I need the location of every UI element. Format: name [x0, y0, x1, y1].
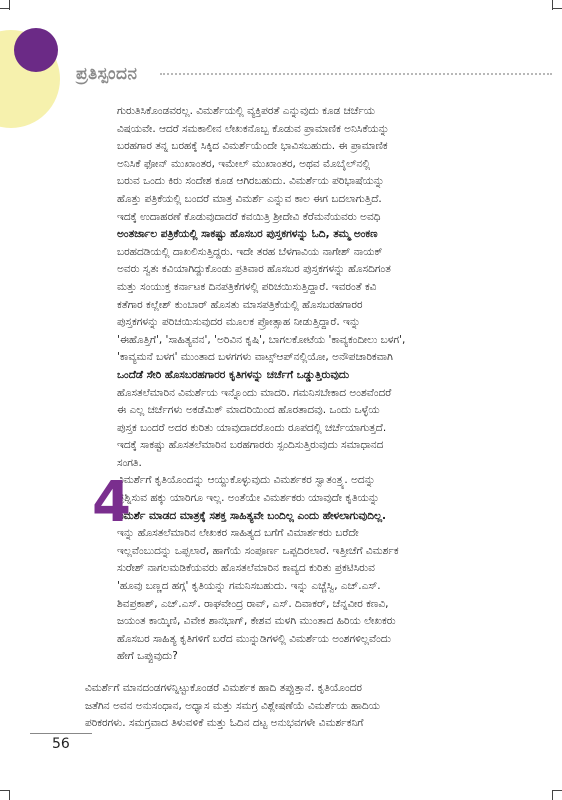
text-line: ಬರಹಗಾರ ತನ್ನ ಬರಹಕ್ಕೆ ಸಿಕ್ಕಿದ ವಿಮರ್ಶೆಯೆಂದೇ ಭಾವಿಸಬಹುದು. ಈ ಪ್ರಾಮಾಣಿಕ [117, 140, 388, 153]
text-line: ಇದಕ್ಕೆ ಉದಾಹರಣೆ ಕೊಡುವುದಾದರೆ ಕವಯಿತ್ರಿ ಶ್ರೀದೇವಿ ಕೆರೆಮನೆಯವರು ಅವಧಿ [117, 210, 381, 223]
text-line: ಅವರು ಸ್ವತಃ ಕವಿಯಾಗಿದ್ದುಕೊಂಡು ಪ್ರತಿವಾರ ಹೊಸಬರ ಪುಸ್ತಕಗಳನ್ನು ಹೊಸದಿಗಂತ [117, 263, 391, 276]
text-line: ಸಂಗತಿ. [117, 456, 142, 469]
text-line: ಅಂತರ್ಜಾಲ ಪತ್ರಿಕೆಯಲ್ಲಿ ಸಾಕಷ್ಟು ಹೊಸಬರ ಪುಸ್ತಕಗಳನ್ನು ಓದಿ, ತಮ್ಮ ಅಂಕಣ [117, 228, 378, 241]
text-line: 'ಈಹೊತ್ತಿಗೆ', 'ಸಾಹಿತ್ಯವನ', 'ಅರಿವಿನ ಕೃಷಿ', ಬಾಗಲಕೋಟೆಯ 'ಕಾವ್ಯಕಂದೀಲು ಬಳಗ', [117, 333, 406, 346]
text-line: ಪುಸ್ತಕಗಳನ್ನು ಪರಿಚಯಿಸುವುದರ ಮೂಲಕ ಪ್ರೋತ್ಸಾಹ ನೀಡುತ್ತಿದ್ದಾರೆ. ಇನ್ನು [117, 316, 361, 329]
text-line: ಇದಕ್ಕೆ ಸಾಕಷ್ಟು ಹೊಸತಲೆಮಾರಿನ ಬರಹಗಾರರು ಸ್ಪಂದಿಸುತ್ತಿರುವುದು ಸಮಾಧಾನದ [117, 439, 384, 452]
text-line: ಇನ್ನು ಹೊಸತಲೆಮಾರಿನ ಲೇಖಕರ ಸಾಹಿತ್ಯದ ಬಗೆಗೆ ವಿಮಾರ್ಶಕರು ಬರೆದೇ [117, 527, 359, 540]
crop-mark-br-h [552, 790, 562, 791]
text-line: ಗುರುತಿಸಿಕೊಂಡವರಲ್ಲ. ವಿಮರ್ಶೆಯಲ್ಲಿ ವ್ಯಕ್ತಿಪರತೆ ಎನ್ನುವುದು ಕೂಡ ಚರ್ಚೆಯ [117, 105, 376, 117]
decorative-purple-circle [14, 28, 58, 72]
text-line: ಹೊಸತಲೆಮಾರಿನ ವಿಮರ್ಶೆಯ ಇನ್ನೊಂದು ಮಾದರಿ. ಗಮನಿಸಬೇಕಾದ ಅಂಶವೆಂದರೆ [117, 386, 392, 399]
text-line: ಈ ಎಲ್ಲ ಚರ್ಚೆಗಳು ಅಕಡೆಮಿಕ್ ಮಾದರಿಯಿಂದ ಹೊರತಾದವು. ಒಂದು ಒಳ್ಳೆಯ [117, 404, 380, 417]
text-line: ಪರಿಕರಗಳು. ಸಮಗ್ರವಾದ ತಿಳುವಳಿಕೆ ಮತ್ತು ಓದಿನ ದಟ್ಟ ಅನುಭವಗಳೇ ವಿಮರ್ಶಕನಿಗೆ [85, 717, 364, 730]
crop-mark-tr-v [552, 0, 553, 10]
body-paragraph-1 [117, 103, 489, 666]
text-line: ಜತೆಗಿನ ಅವನ ಅನುಸಂಧಾನ, ಅಧ್ಯಾಸ ಮತ್ತು ಸಮಗ್ರ ವಿಶ್ಲೇಷಣೆಯೆ ವಿಮರ್ಶೆಯ ಹಾದಿಯ [85, 699, 381, 712]
crop-mark-tl-v [9, 0, 10, 10]
text-line: ಮತ್ತು ಸಂಯುಕ್ತ ಕರ್ನಾಟಕ ದಿನಪತ್ರಿಕೆಗಳಲ್ಲಿ ಪರಿಚಯಿಸುತ್ತಿದ್ದಾರೆ. ಇವರಂತೆ ಕವಿ [117, 280, 377, 293]
text-line: ವಿಷಯವೇ. ಆದರೆ ಸಮಕಾಲೀನ ಲೇಖಕನೊಬ್ಬ ಕೊಡುವ ಪ್ರಾಮಾಣಿಕ ಅನಿಸಿಕೆಯನ್ನು [117, 122, 390, 135]
text-line: ವಿಮರ್ಶೆಗೆ ಕೃತಿಯೊಂದನ್ನು ಆಯ್ದುಕೊಳ್ಳುವುದು ವಿಮರ್ಶಕರ ಸ್ವಾತಂತ್ರ್ಯ. ಅದನ್ನು [117, 474, 376, 487]
text-line: ಅನಿಸಿಕೆ ಫೋನ್ ಮುಖಾಂತರ, ಇಮೇಲ್ ಮುಖಾಂತರ, ಅಥವ ಮೊಬೈಲ್‌ನಲ್ಲಿ [117, 157, 371, 170]
text-line: ಕತೆಗಾರ ಕಲ್ಲೇಶ್ ಕುಂಬಾರ್ ಹೊಸತು ಮಾಸಪತ್ರಿಕೆಯಲ್ಲಿ ಹೊಸಬರಹಗಾರರ [117, 298, 363, 311]
crop-mark-bl-v [9, 790, 10, 800]
text-line: ವಿಮರ್ಶೆ ಮಾಡದ ಮಾತ್ರಕ್ಕೆ ಸಶಕ್ತ ಸಾಹಿತ್ಯವೇ ಬಂದಿಲ್ಲ ಎಂದು ಹೇಳಲಾಗುವುದಿಲ್ಲ. [117, 509, 387, 522]
text-line: 'ಹೂವು ಬಣ್ಣದ ಹಗ್ಗ' ಕೃತಿಯನ್ನು ಗಮನಿಸಬಹುದು. ಇನ್ನು ಎಚ್ಚೆಸ್ವಿ, ಎಚ್.ಎಸ್. [117, 580, 381, 593]
text-line: ಪುಸ್ತಕ ಬಂದರೆ ಅದರ ಕುರಿತು ಯಾವುದಾದರೊಂದು ರೂಪದಲ್ಲಿ ಚರ್ಚೆಯಾಗುತ್ತದೆ. [117, 421, 387, 434]
text-line: ವಿಮರ್ಶೆಗೆ ಮಾನದಂಡಗಳನ್ನಿಟ್ಟುಕೊಂಡರೆ ವಿಮರ್ಶಕ ಹಾದಿ ತಪ್ಪುತ್ತಾನೆ. ಕೃತಿಯೊಂದರ [85, 682, 362, 694]
text-line: ಬರಹದಡಿಯಲ್ಲಿ ದಾಖಲಿಸುತ್ತಿದ್ದರು. ಇದೇ ತರಹ ಬೆಳಗಾವಿಯ ನಾಗೇಶ್ ನಾಯಕ್ [117, 245, 383, 258]
text-line: ಹೇಗೆ ಒಪ್ಪುವುದು? [117, 650, 178, 663]
body-paragraph-3 [85, 680, 489, 733]
text-line: ಸುರೇಶ್ ನಾಗಲಮಡಿಕೆಯವರು ಹೊಸತಲೆಮಾರಿನ ಕಾವ್ಯದ ಕುರಿತು ಪ್ರಕಟಿಸಿರುವ [117, 562, 375, 575]
text-line: ಬರುವ ಒಂದು ಕಿರು ಸಂದೇಶ ಕೂಡ ಆಗಿರಬಹುದು. ವಿಮರ್ಶೆಯ ಪರಿಭಾಷೆಯನ್ನು [117, 175, 385, 188]
drop-cap-number: 4 [92, 470, 131, 535]
crop-mark-br-v [552, 790, 553, 800]
text-line: ಹೊತ್ತು ಪತ್ರಿಕೆಯಲ್ಲಿ ಬಂದರೆ ಮಾತ್ರ ವಿಮರ್ಶೆ ಎನ್ನುವ ಕಾಲ ಈಗ ಬದಲಾಗುತ್ತಿದೆ. [117, 192, 382, 205]
text-line: ಒಂದೆಡೆ ಸೇರಿ ಹೊಸಬರಹಗಾರರ ಕೃತಿಗಳನ್ನು ಚರ್ಚೆಗೆ ಒಡ್ಡುತ್ತಿರುವುದು [117, 368, 350, 381]
text-line: 'ಕಾವ್ಯಮನೆ ಬಳಗ' ಮುಂತಾದ ಬಳಗಗಳು ವಾಟ್ಸ್‌ಆಪ್‌ನಲ್ಲಿಯೋ, ಅನೌಪಚಾರಿಕವಾಗಿ [117, 351, 393, 364]
text-line: ಪ್ರಶ್ನಿಸುವ ಹಕ್ಕು ಯಾರಿಗೂ ಇಲ್ಲ. ಅಂತೆಯೇ ವಿಮರ್ಶಕರು ಯಾವುದೇ ಕೃತಿಯನ್ನು [117, 492, 380, 505]
text-line: ಇಲ್ಲವೆಂಬುದನ್ನು ಒಪ್ಪಲಾರೆ, ಹಾಗೆಯೆ ಸಂಪೂರ್ಣ ಒಪ್ಪದಿರಲಾರೆ. ಇತ್ತೀಚೆಗೆ ವಿಮರ್ಶಕ [117, 544, 399, 557]
title-dotted-rule [160, 73, 552, 75]
text-line: ಶಿವಪ್ರಕಾಶ್, ಎಚ್.ಎಸ್. ರಾಘವೇಂದ್ರ ರಾವ್, ಎಸ್. ದಿವಾಕರ್, ಚೆನ್ನವೀರ ಕಣವಿ, [117, 597, 389, 610]
text-line: ಹೊಸಬರ ಸಾಹಿತ್ಯ ಕೃತಿಗಳಿಗೆ ಬರೆದ ಮುನ್ನುಡಿಗಳಲ್ಲಿ ವಿಮರ್ಶೆಯ ಅಂಶಗಳಿಲ್ಲವೆಂದು [117, 632, 391, 645]
section-title: ಪ್ರತಿಸ್ಪಂದನ [76, 64, 138, 84]
text-line: ಜಯಂತ ಕಾಯ್ಕಿಣಿ, ವಿವೇಕ ಶಾನಭಾಗ್, ಕೇಶವ ಮಳಗಿ ಮುಂತಾದ ಹಿರಿಯ ಲೇಖಕರು [117, 615, 396, 628]
page-number: 56 [52, 736, 70, 752]
crop-mark-tr-h [552, 8, 562, 9]
footer-rule [30, 733, 92, 734]
